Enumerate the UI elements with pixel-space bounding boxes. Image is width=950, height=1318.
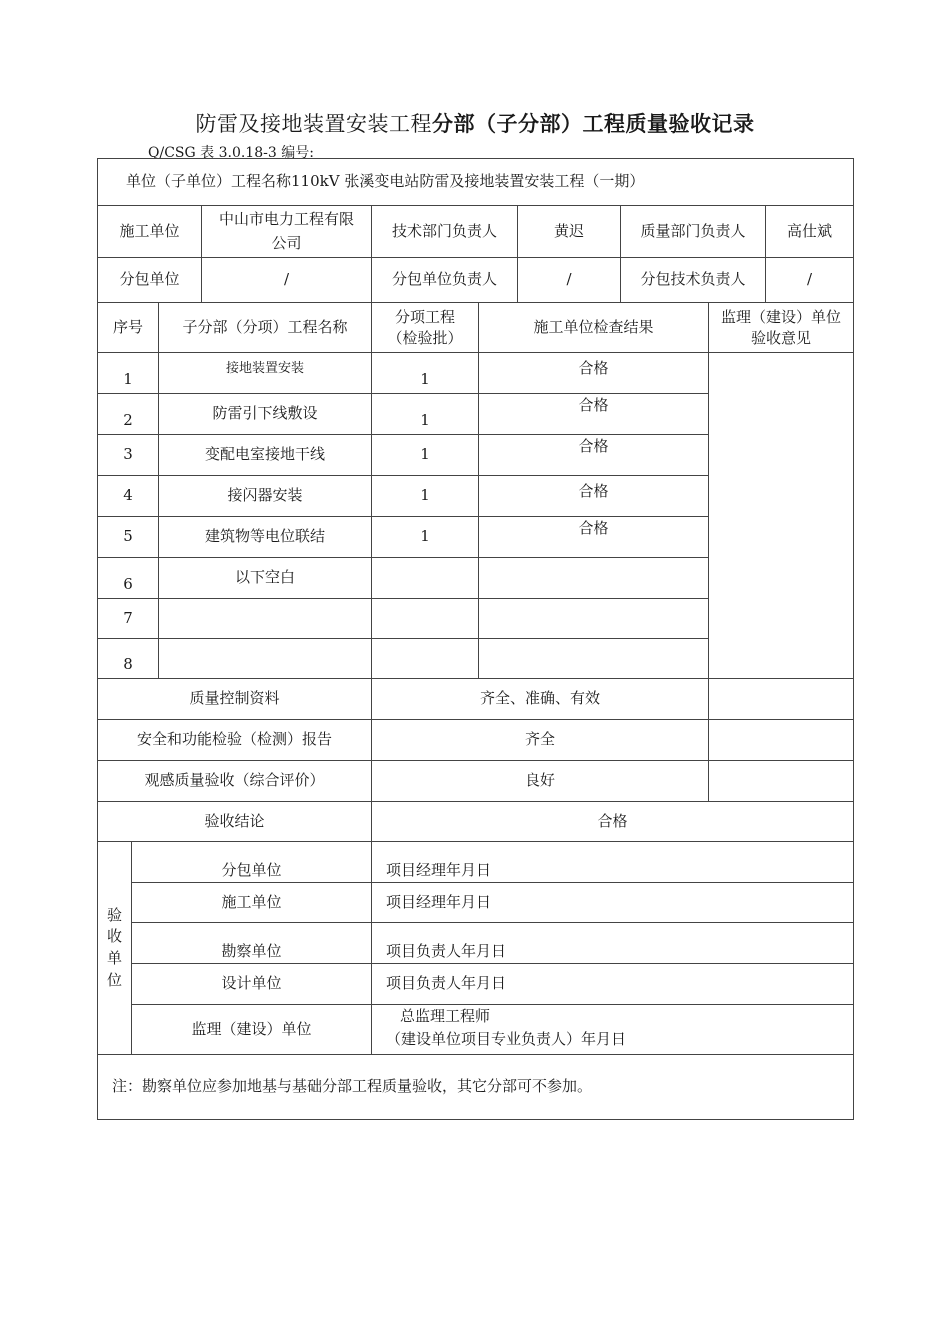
header-opinion (708, 302, 854, 353)
subcontract-unit-label: 分包单位 (97, 257, 202, 303)
tech-head-label: 技术部门负责人 (371, 205, 518, 258)
row-5-seq: 5 (97, 516, 159, 558)
appearance-value: 良好 (371, 760, 709, 802)
row-3-batch: 1 (371, 434, 479, 476)
row-7-batch (371, 598, 479, 639)
supervision-sign-line1: 总监理工程师 (400, 1007, 491, 1025)
page-title (0, 108, 950, 138)
construction-unit-line2: 公司 (271, 233, 302, 252)
subcontract-head-label: 分包单位负责人 (371, 257, 518, 303)
construction-unit-value (201, 205, 372, 258)
row-3-result: 合格 (478, 434, 709, 476)
header-batch-line2: （检验批） (387, 328, 463, 347)
row-8-seq: 8 (97, 638, 159, 679)
acceptance-sign-1: 项目经理年月日 (371, 841, 854, 883)
supervision-unit: 监理（建设）单位 (131, 1004, 372, 1055)
row-6-name: 以下空白 (158, 557, 372, 599)
row-4-name: 接闪器安装 (158, 475, 372, 517)
row-5-name: 建筑物等电位联结 (158, 516, 372, 558)
row-2-batch: 1 (371, 393, 479, 435)
construction-unit-label: 施工单位 (97, 205, 202, 258)
row-7-seq: 7 (97, 598, 159, 639)
quality-docs-value: 齐全、准确、有效 (371, 678, 709, 720)
header-result: 施工单位检查结果 (478, 302, 709, 353)
header-seq: 序号 (97, 302, 159, 353)
row-6-batch (371, 557, 479, 599)
row-7-name (158, 598, 372, 639)
construction-unit-line1: 中山市电力工程有限 (218, 210, 354, 229)
supervision-sign (371, 1004, 854, 1055)
row-5-batch: 1 (371, 516, 479, 558)
quality-head-label: 质量部门负责人 (620, 205, 766, 258)
header-opinion-line2: 验收意见 (750, 328, 811, 347)
row-6-seq: 6 (97, 557, 159, 599)
subcontract-unit-value: / (201, 257, 372, 303)
row-6-result (478, 557, 709, 599)
row-1-seq: 1 (97, 352, 159, 394)
acceptance-units-label: 验 收 单 位 (97, 841, 132, 1055)
header-batch (371, 302, 479, 353)
row-1-result: 合格 (478, 352, 709, 394)
row-5-result: 合格 (478, 516, 709, 558)
appearance-label: 观感质量验收（综合评价） (97, 760, 372, 802)
project-name-value: 110kV 张溪变电站防雷及接地装置安装工程（一期） (291, 172, 645, 191)
row-2-seq: 2 (97, 393, 159, 435)
title-part2: 分部（子分部）工程质量验收记录 (432, 112, 755, 136)
note: 注：勘察单位应参加地基与基础分部工程质量验收，其它分部可不参加。 (97, 1054, 854, 1120)
conclusion-value: 合格 (371, 801, 854, 842)
project-name-label: 单位（子单位）工程名称 (126, 172, 292, 191)
acceptance-unit-2: 施工单位 (131, 882, 372, 923)
header-batch-line1: 分项工程 (394, 307, 455, 326)
quality-docs-opinion (708, 678, 854, 720)
safety-opinion (708, 719, 854, 761)
form-code: Q/CSG 表 3.0.18-3 编号: (148, 145, 314, 161)
subcontract-tech-label: 分包技术负责人 (620, 257, 766, 303)
row-7-result (478, 598, 709, 639)
supervision-sign-line2: （建设单位项目专业负责人）年月日 (386, 1029, 627, 1048)
row-8-batch (371, 638, 479, 679)
supervision-opinion-cell (708, 352, 854, 679)
acceptance-form (97, 158, 854, 1120)
acceptance-sign-4: 项目负责人年月日 (371, 963, 854, 1005)
quality-docs-label: 质量控制资料 (97, 678, 372, 720)
row-3-name: 变配电室接地干线 (158, 434, 372, 476)
row-4-batch: 1 (371, 475, 479, 517)
subcontract-head-value: / (517, 257, 621, 303)
subcontract-tech-value: / (765, 257, 854, 303)
row-3-seq: 3 (97, 434, 159, 476)
acceptance-sign-2: 项目经理年月日 (371, 882, 854, 923)
row-8-result (478, 638, 709, 679)
safety-value: 齐全 (371, 719, 709, 761)
appearance-opinion (708, 760, 854, 802)
row-1-batch: 1 (371, 352, 479, 394)
acceptance-sign-3: 项目负责人年月日 (371, 922, 854, 964)
row-8-name (158, 638, 372, 679)
header-opinion-line1: 监理（建设）单位 (720, 307, 841, 326)
project-name-row (97, 158, 854, 206)
title-part1: 防雷及接地装置安装工程 (195, 112, 432, 136)
header-name: 子分部（分项）工程名称 (158, 302, 372, 353)
conclusion-label: 验收结论 (97, 801, 372, 842)
row-2-name: 防雷引下线敷设 (158, 393, 372, 435)
row-4-seq: 4 (97, 475, 159, 517)
quality-head-value: 高仕斌 (765, 205, 854, 258)
tech-head-value: 黄迟 (517, 205, 621, 258)
safety-label: 安全和功能检验（检测）报告 (97, 719, 372, 761)
row-1-name: 接地装置安装 (158, 352, 372, 394)
acceptance-unit-4: 设计单位 (131, 963, 372, 1005)
row-4-result: 合格 (478, 475, 709, 517)
acceptance-unit-3: 勘察单位 (131, 922, 372, 964)
acceptance-unit-1: 分包单位 (131, 841, 372, 883)
row-2-result: 合格 (478, 393, 709, 435)
